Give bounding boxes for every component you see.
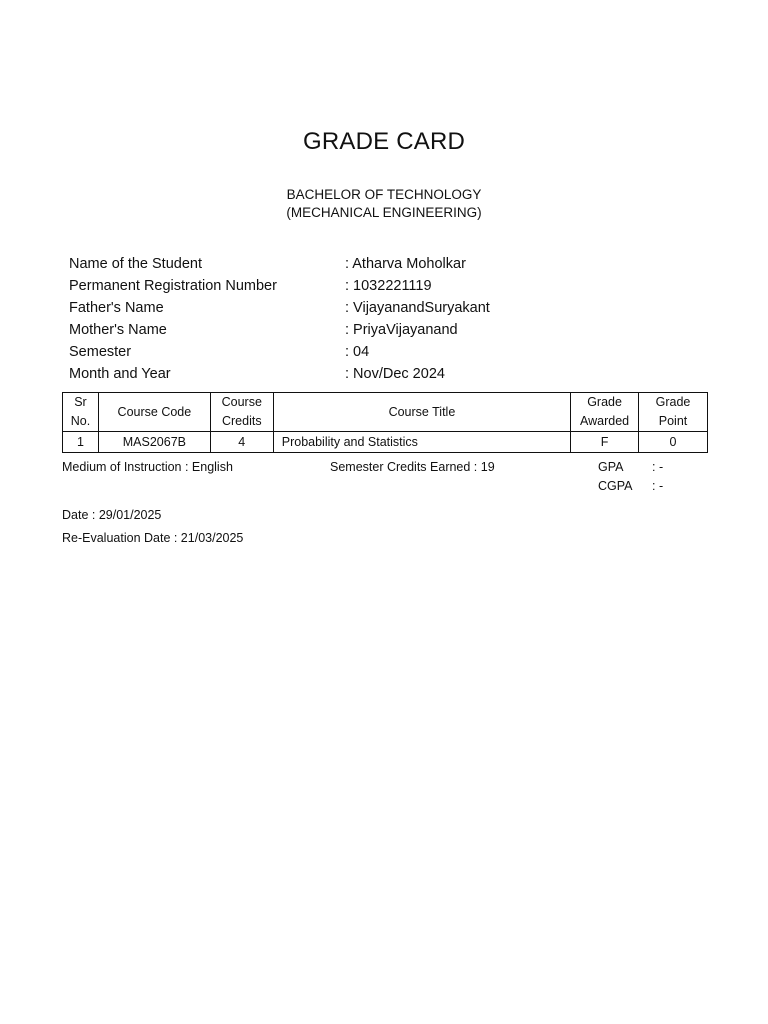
- detail-label: Name of the Student: [69, 256, 202, 272]
- medium-of-instruction: Medium of Instruction : English: [62, 460, 233, 474]
- reevaluation-date: Re-Evaluation Date : 21/03/2025: [62, 531, 244, 545]
- header-course-credits: Course Credits: [210, 393, 273, 432]
- cell-grade-point: 0: [639, 432, 708, 453]
- grades-table: [62, 392, 708, 453]
- detail-row-mother-name: [69, 319, 709, 341]
- detail-value: : Nov/Dec 2024: [345, 366, 445, 382]
- detail-label: Semester: [69, 344, 132, 360]
- cell-course-credits: 4: [210, 432, 273, 453]
- header-grade-awarded: Grade Awarded: [571, 393, 639, 432]
- cell-course-code: MAS2067B: [98, 432, 210, 453]
- cell-course-title: Probability and Statistics: [273, 432, 570, 453]
- detail-label: Permanent Registration Number: [69, 278, 277, 294]
- detail-row-father-name: [69, 297, 709, 319]
- dates-section: [62, 506, 243, 552]
- issue-date: Date : 29/01/2025: [62, 508, 162, 522]
- detail-label: Father's Name: [69, 300, 164, 316]
- header-course-title: Course Title: [273, 393, 570, 432]
- detail-value: : 1032221119: [345, 278, 432, 294]
- degree-name: BACHELOR OF TECHNOLOGY: [286, 187, 482, 202]
- branch-name: (MECHANICAL ENGINEERING): [286, 205, 482, 220]
- detail-label: Mother's Name: [69, 322, 167, 338]
- cgpa-value: : -: [652, 479, 664, 493]
- header-sr-no: Sr No.: [63, 393, 99, 432]
- gpa-value: : -: [652, 460, 664, 474]
- cgpa-label: CGPA: [598, 479, 633, 493]
- detail-value: : Atharva Moholkar: [345, 256, 466, 272]
- detail-value: : 04: [345, 344, 370, 360]
- detail-label: Month and Year: [69, 366, 171, 382]
- header-grade-point: Grade Point: [639, 393, 708, 432]
- program-heading: [0, 186, 768, 222]
- semester-credits-earned: Semester Credits Earned : 19: [330, 460, 495, 474]
- cell-grade-awarded: F: [571, 432, 639, 453]
- detail-row-month-year: [69, 363, 709, 385]
- detail-value: : VijayanandSuryakant: [345, 300, 490, 316]
- student-details: [69, 253, 709, 385]
- detail-value: : PriyaVijayanand: [345, 322, 458, 338]
- header-course-code: Course Code: [98, 393, 210, 432]
- table-header-row: [63, 393, 708, 432]
- page-title: GRADE CARD: [302, 128, 466, 155]
- table-row: [63, 432, 708, 453]
- detail-row-student-name: [69, 253, 709, 275]
- cell-sr-no: 1: [63, 432, 99, 453]
- gpa-label: GPA: [598, 460, 624, 474]
- detail-row-registration-number: [69, 275, 709, 297]
- detail-row-semester: [69, 341, 709, 363]
